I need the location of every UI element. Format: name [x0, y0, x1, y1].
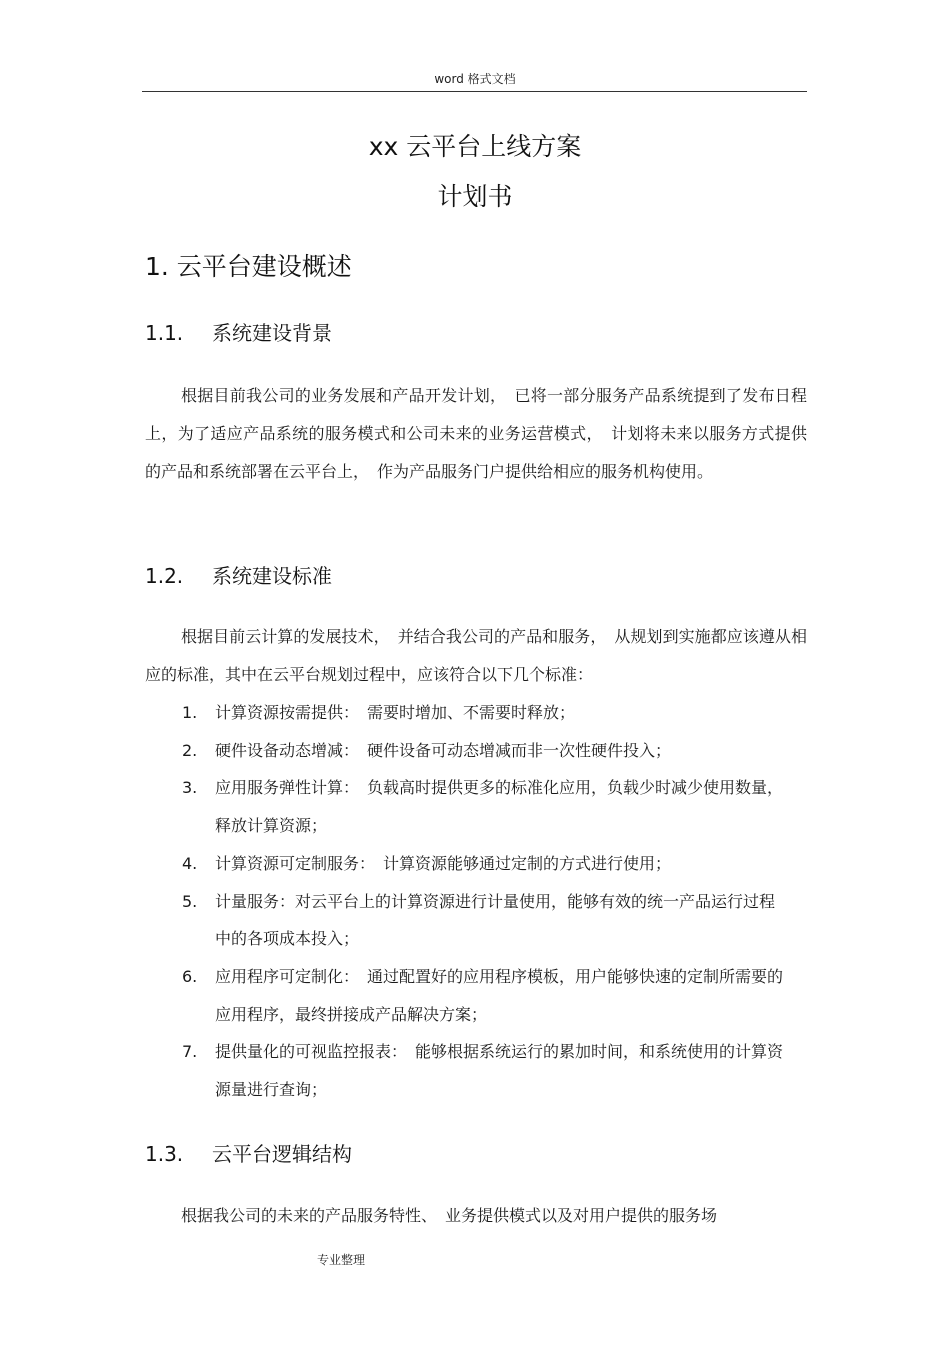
list-item: 3. 应用服务弹性计算： 负载高时提供更多的标准化应用，负载少时减少使用数量，释放计算资源；	[182, 778, 784, 836]
section-title: 系统建设背景	[212, 321, 332, 345]
section-1-3-paragraph: 根据我公司的未来的产品服务特性、 业务提供模式以及对用户提供的服务场	[181, 1206, 718, 1225]
section-1-1-paragraph: 根据目前我公司的业务发展和产品开发计划， 已将一部分服务产品系统提到了发布日程上，为了适应产品系统的服务模式和公司未来的业务运营模式， 计划将未来以服务方式提供的产品和系统部署在云平台上， 作为产品服务门户提供给相应的服务机构使用。	[145, 386, 807, 481]
list-item: 4. 计算资源可定制服务： 计算资源能够通过定制的方式进行使用；	[182, 853, 672, 873]
section-title: 系统建设标准	[212, 564, 332, 588]
section-number: 1.2.	[145, 564, 184, 588]
list-item: 7. 提供量化的可视监控报表： 能够根据系统运行的累加时间，和系统使用的计算资源量进行查询；	[182, 1042, 784, 1100]
standards-list	[145, 694, 807, 1109]
header-divider	[142, 91, 807, 92]
list-item: 2. 硬件设备动态增减： 硬件设备可动态增减而非一次性硬件投入；	[182, 740, 672, 760]
section-1-3-heading	[145, 1138, 352, 1167]
page-header: word 格式文档	[434, 72, 516, 86]
section-number: 1.3.	[145, 1142, 184, 1166]
document-subtitle: 计划书	[437, 182, 513, 211]
section-number: 1.1.	[145, 321, 184, 345]
section-1-heading: 1. 云平台建设概述	[145, 252, 352, 281]
section-1-2-paragraph: 根据目前云计算的发展技术， 并结合我公司的产品和服务， 从规划到实施都应该遵从相应的标准，其中在云平台规划过程中，应该符合以下几个标准：	[145, 627, 807, 684]
list-item: 6. 应用程序可定制化： 通过配置好的应用程序模板，用户能够快速的定制所需要的应用程序，最终拼接成产品解决方案；	[182, 966, 784, 1024]
page-footer: 专业整理	[317, 1253, 366, 1267]
section-1-2-heading	[145, 560, 332, 589]
section-title: 云平台逻辑结构	[212, 1142, 352, 1166]
list-item: 1. 计算资源按需提供： 需要时增加、不需要时释放；	[182, 703, 576, 722]
list-item: 5. 计量服务：对云平台上的计算资源进行计量使用，能够有效的统一产品运行过程中的各项成本投入；	[182, 891, 776, 949]
document-title: xx 云平台上线方案	[368, 132, 582, 161]
section-1-1-heading	[145, 317, 332, 346]
